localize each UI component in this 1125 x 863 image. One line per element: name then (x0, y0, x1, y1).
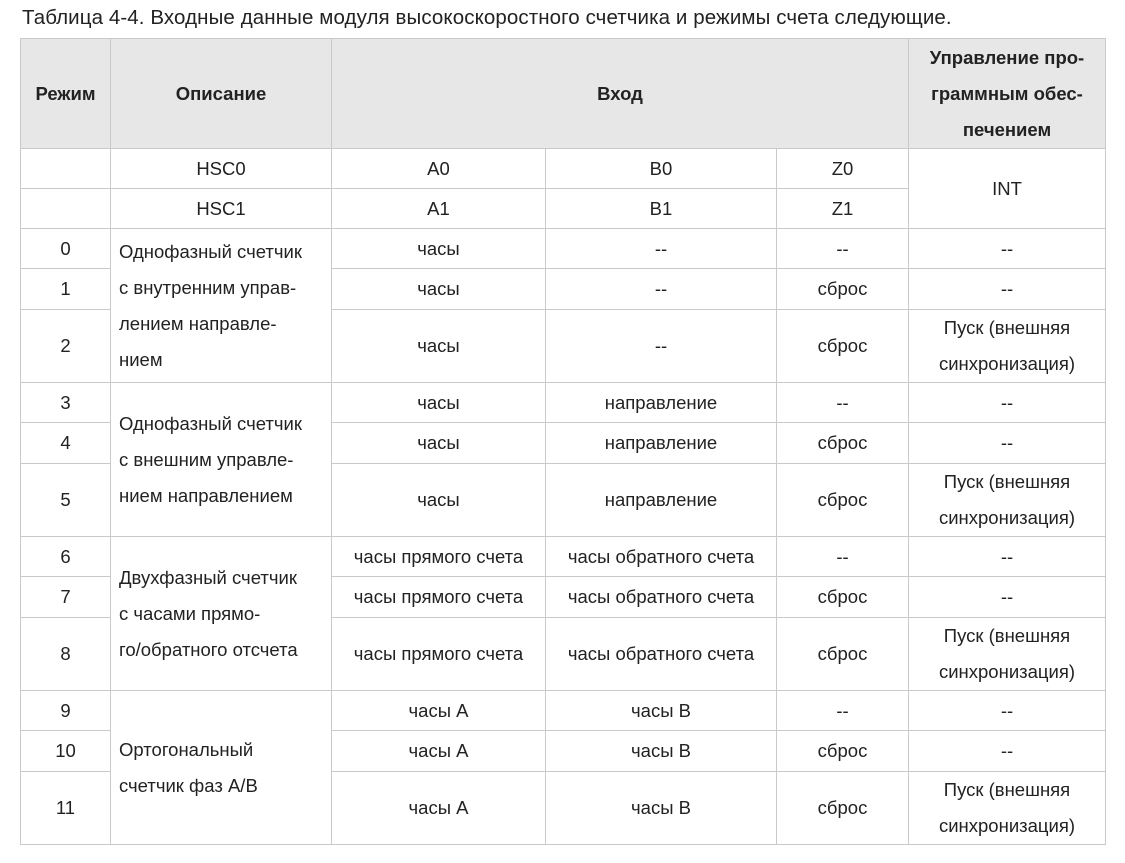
mode-cell: 3 (21, 383, 111, 423)
counter-name: HSC1 (111, 189, 332, 229)
input-z-cell: -- (777, 383, 909, 423)
description-line: Двухфазный счетчик (119, 566, 297, 588)
counter-input-z: Z0 (777, 149, 909, 189)
description-line: лением направле- (119, 312, 277, 334)
control-cell (909, 618, 1106, 691)
table-row (21, 229, 1106, 269)
description-line: го/обратного отсчета (119, 638, 298, 660)
counter-input-z: Z1 (777, 189, 909, 229)
mode-cell: 0 (21, 229, 111, 269)
input-a-cell: часы A (332, 691, 546, 731)
description-line: с внешним управле- (119, 448, 294, 470)
mode-cell: 7 (21, 577, 111, 618)
control-line: Пуск (внешняя (943, 471, 1071, 492)
counter-input-a: A0 (332, 149, 546, 189)
control-cell: -- (909, 731, 1106, 772)
control-line: синхронизация) (938, 507, 1076, 528)
control-cell (909, 310, 1106, 383)
description-line: нием (119, 348, 163, 370)
input-b-cell: направление (546, 464, 777, 537)
counter-input-a: A1 (332, 189, 546, 229)
int-label: INT (909, 149, 1106, 229)
mode-cell: 5 (21, 464, 111, 537)
mode-cell: 1 (21, 269, 111, 310)
input-a-cell: часы (332, 464, 546, 537)
input-z-cell: -- (777, 537, 909, 577)
description-cell (111, 229, 332, 383)
description-line: нием направлением (119, 484, 293, 506)
control-cell: -- (909, 537, 1106, 577)
control-cell: -- (909, 229, 1106, 269)
control-cell: -- (909, 691, 1106, 731)
input-b-cell: -- (546, 310, 777, 383)
control-cell: -- (909, 577, 1106, 618)
input-z-cell: сброс (777, 772, 909, 845)
control-line: синхронизация) (938, 661, 1076, 682)
mode-cell: 6 (21, 537, 111, 577)
header-software-control-line: граммным обес- (931, 82, 1083, 104)
control-line: Пуск (внешняя (943, 779, 1071, 800)
input-z-cell: сброс (777, 423, 909, 464)
hsc-modes-table (20, 38, 1106, 845)
header-software-control-line: Управление про- (929, 46, 1085, 68)
control-cell: -- (909, 383, 1106, 423)
input-b-cell: часы B (546, 691, 777, 731)
input-z-cell: сброс (777, 731, 909, 772)
input-a-cell: часы A (332, 731, 546, 772)
input-z-cell: сброс (777, 310, 909, 383)
header-software-control (909, 39, 1106, 149)
counter-row-hsc0 (21, 149, 1106, 189)
input-b-cell: часы обратного счета (546, 537, 777, 577)
input-a-cell: часы (332, 383, 546, 423)
input-a-cell: часы прямого счета (332, 577, 546, 618)
control-cell: -- (909, 423, 1106, 464)
control-cell (909, 464, 1106, 537)
description-line: Однофазный счетчик (119, 240, 302, 262)
mode-cell: 11 (21, 772, 111, 845)
input-a-cell: часы (332, 423, 546, 464)
control-line: синхронизация) (938, 815, 1076, 836)
input-z-cell: сброс (777, 618, 909, 691)
counter-input-b: B0 (546, 149, 777, 189)
mode-cell: 9 (21, 691, 111, 731)
input-b-cell: часы обратного счета (546, 618, 777, 691)
table-row (21, 383, 1106, 423)
input-b-cell: часы B (546, 731, 777, 772)
counter-name: HSC0 (111, 149, 332, 189)
input-z-cell: сброс (777, 269, 909, 310)
input-a-cell: часы (332, 269, 546, 310)
mode-cell: 2 (21, 310, 111, 383)
counter-mode-empty (21, 189, 111, 229)
table-row (21, 691, 1106, 731)
counter-input-b: B1 (546, 189, 777, 229)
control-line: Пуск (внешняя (943, 317, 1071, 338)
input-a-cell: часы A (332, 772, 546, 845)
control-cell (909, 772, 1106, 845)
description-line: с внутренним управ- (119, 276, 297, 298)
mode-cell: 8 (21, 618, 111, 691)
header-input: Вход (332, 39, 909, 149)
description-line: Ортогональный (119, 738, 254, 760)
description-line: счетчик фаз A/B (119, 774, 258, 796)
header-software-control-line: печением (962, 118, 1052, 140)
input-z-cell: сброс (777, 577, 909, 618)
input-a-cell: часы (332, 229, 546, 269)
description-line: с часами прямо- (119, 602, 261, 624)
input-b-cell: -- (546, 269, 777, 310)
input-b-cell: часы обратного счета (546, 577, 777, 618)
input-z-cell: -- (777, 691, 909, 731)
control-line: синхронизация) (938, 353, 1076, 374)
input-a-cell: часы (332, 310, 546, 383)
control-cell: -- (909, 269, 1106, 310)
input-b-cell: направление (546, 383, 777, 423)
control-line: Пуск (внешняя (943, 625, 1071, 646)
input-z-cell: сброс (777, 464, 909, 537)
description-cell (111, 691, 332, 845)
table-row (21, 537, 1106, 577)
counter-mode-empty (21, 149, 111, 189)
description-cell (111, 537, 332, 691)
input-b-cell: -- (546, 229, 777, 269)
description-line: Однофазный счетчик (119, 412, 302, 434)
mode-cell: 10 (21, 731, 111, 772)
mode-cell: 4 (21, 423, 111, 464)
table-caption: Таблица 4-4. Входные данные модуля высокоскоростного счетчика и режимы счета следующие. (22, 6, 952, 29)
description-cell (111, 383, 332, 537)
input-a-cell: часы прямого счета (332, 537, 546, 577)
input-z-cell: -- (777, 229, 909, 269)
header-mode: Режим (21, 39, 111, 149)
header-description: Описание (111, 39, 332, 149)
input-a-cell: часы прямого счета (332, 618, 546, 691)
header-row (21, 39, 1106, 149)
input-b-cell: часы B (546, 772, 777, 845)
input-b-cell: направление (546, 423, 777, 464)
